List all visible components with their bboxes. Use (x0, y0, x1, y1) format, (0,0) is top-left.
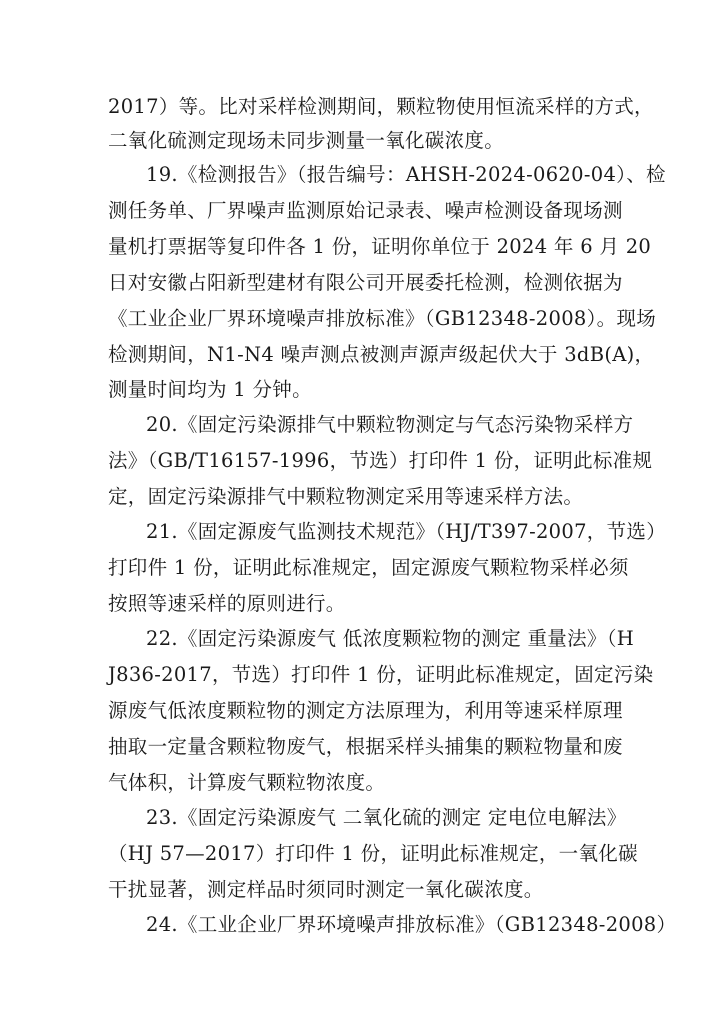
text-line: （HJ 57—2017）打印件 1 份，证明此标准规定，一氧化碳 (108, 842, 638, 865)
text-line: 2017）等。比对采样检测期间，颗粒物使用恒流采样的方式， (108, 95, 654, 118)
text-line: 干扰显著，测定样品时须同时测定一氧化碳浓度。 (108, 878, 544, 901)
text-line: J836-2017，节选）打印件 1 份，证明此标准规定，固定污染 (108, 663, 654, 686)
text-line: 《工业企业厂界环境噪声排放标准》（GB12348-2008）。现场 (108, 307, 657, 330)
text-line: 22.《固定污染源废气 低浓度颗粒物的测定 重量法》（H (146, 627, 635, 650)
text-line: 测量时间均为 1 分钟。 (108, 378, 312, 401)
text-line: 检测期间，N1-N4 噪声测点被测声源声级起伏大于 3dB(A)， (108, 343, 655, 366)
text-line: 气体积，计算废气颗粒物浓度。 (108, 771, 386, 794)
text-line: 定，固定污染源排气中颗粒物测定采用等速采样方法。 (108, 485, 584, 508)
text-line: 24.《工业企业厂界环境噪声排放标准》（GB12348-2008） (146, 913, 677, 936)
text-line: 法》（GB/T16157-1996，节选）打印件 1 份，证明此标准规 (108, 449, 653, 472)
text-line: 按照等速采样的原则进行。 (108, 592, 346, 615)
text-line: 源废气低浓度颗粒物的测定方法原理为，利用等速采样原理 (108, 699, 623, 722)
text-line: 23.《固定污染源废气 二氧化硫的测定 定电位电解法》 (146, 806, 627, 829)
text-line: 20.《固定污染源排气中颗粒物测定与气态污染物采样方 (146, 413, 634, 436)
text-line: 打印件 1 份，证明此标准规定，固定源废气颗粒物采样必须 (108, 556, 629, 579)
text-line: 抽取一定量含颗粒物废气，根据采样头捕集的颗粒物量和废 (108, 735, 623, 758)
text-line: 测任务单、厂界噪声监测原始记录表、噪声检测设备现场测 (108, 199, 623, 222)
text-line: 二氧化硫测定现场未同步测量一氧化碳浓度。 (108, 129, 505, 152)
text-line: 量机打票据等复印件各 1 份，证明你单位于 2024 年 6 月 20 (108, 235, 652, 258)
text-line: 21.《固定源废气监测技术规范》（HJ/T397-2007，节选） (146, 520, 666, 543)
text-line: 19.《检测报告》（报告编号：AHSH-2024-0620-04）、检 (146, 163, 666, 186)
text-line: 日对安徽占阳新型建材有限公司开展委托检测，检测依据为 (108, 271, 623, 294)
